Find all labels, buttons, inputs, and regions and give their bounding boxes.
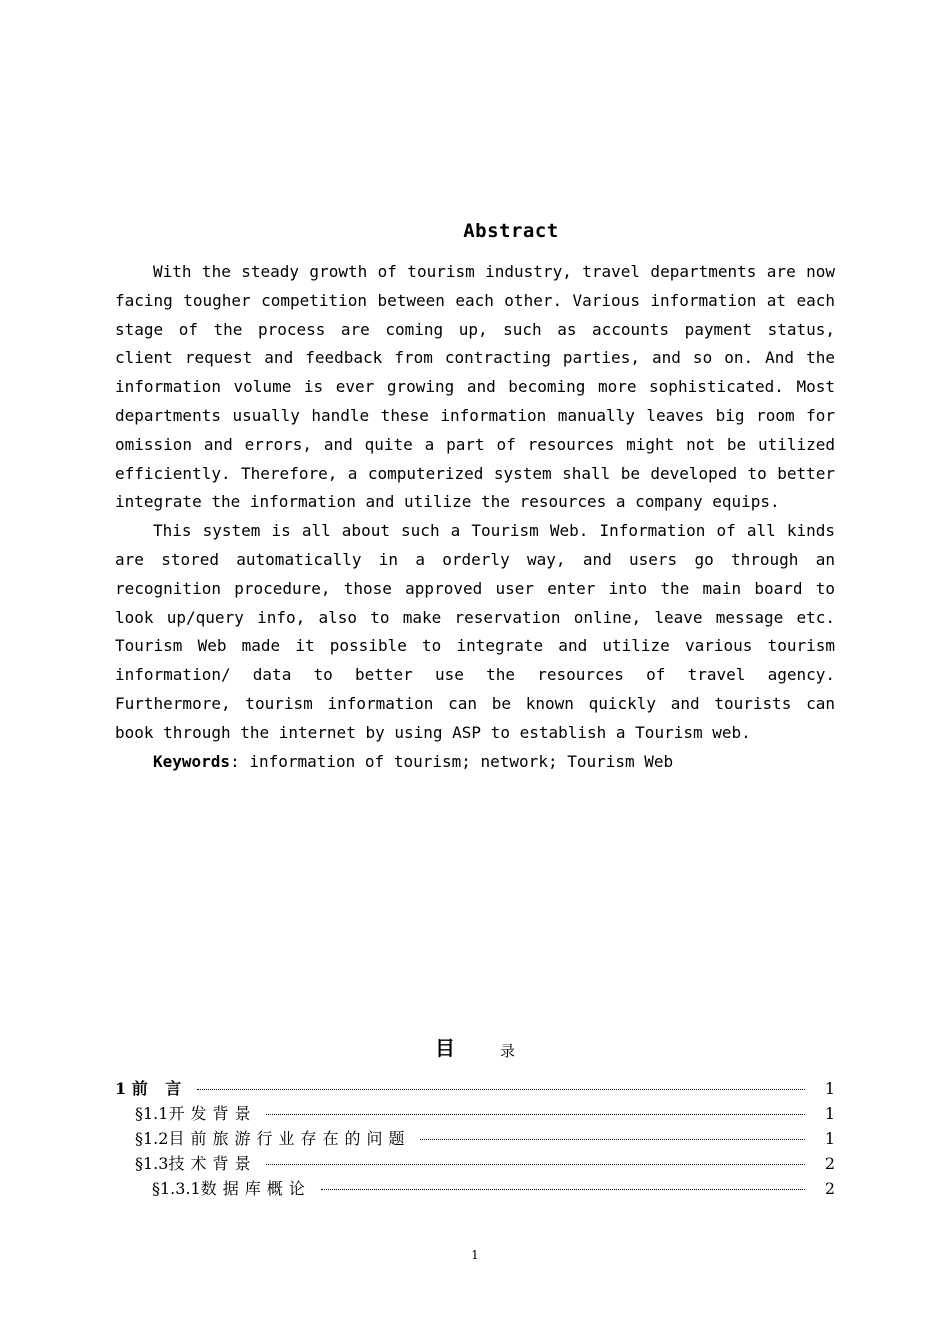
toc-entry-page: 2 bbox=[824, 1179, 835, 1198]
toc-entry-label: 数据库概论 bbox=[200, 1179, 311, 1198]
toc-entry-page: 1 bbox=[824, 1079, 835, 1098]
keywords-line bbox=[115, 748, 835, 777]
toc-entry[interactable] bbox=[115, 1126, 835, 1151]
toc-entry-number: §1.3 bbox=[135, 1154, 169, 1173]
toc-entry-number: §1.2 bbox=[135, 1129, 169, 1148]
toc-leader-dots bbox=[197, 1089, 805, 1090]
toc-leader-dots bbox=[266, 1164, 805, 1165]
toc-entry[interactable] bbox=[115, 1151, 835, 1176]
toc-leader-dots bbox=[321, 1189, 805, 1190]
toc-entry[interactable] bbox=[115, 1176, 835, 1201]
toc-entry-page: 2 bbox=[824, 1154, 835, 1173]
toc-entry[interactable] bbox=[115, 1101, 835, 1126]
abstract-paragraph-1: With the steady growth of tourism industry, travel departments are now facing tougher competition between each other. Various information at each stage of the process are coming up, such as accounts payment status, client request and feedback from contracting parties, and so on. And the information volume is ever growing and becoming more sophisticated. Most departments usually handle these information manually leaves big room for omission and errors, and quite a part of resources might not be utilized efficiently. Therefore, a computerized system shall be developed to better integrate the information and utilize the resources a company equips. bbox=[115, 262, 835, 512]
toc-entry-number: §1.1 bbox=[135, 1104, 169, 1123]
toc-title-secondary: 录 bbox=[500, 1042, 516, 1060]
toc-leader-dots bbox=[420, 1139, 805, 1140]
toc-leader-dots bbox=[266, 1114, 805, 1115]
toc-entry-label: 目前旅游行业存在的问题 bbox=[168, 1129, 411, 1148]
table-of-contents bbox=[115, 1076, 835, 1201]
page-number: 1 bbox=[471, 1248, 479, 1262]
abstract-paragraph-2: This system is all about such a Tourism Web. Information of all kinds are stored automatically in a orderly way, and users go through an recognition procedure, those approved user enter into the main board to look up/query info, also to make reservation online, leave message etc. Tourism Web made it possible to integrate and utilize various tourism information/ data to better use the resources of travel agency. Furthermore, tourism information can be known quickly and tourists can book through the internet by using ASP to establish a Tourism web. bbox=[115, 521, 835, 742]
toc-entry-label: 开发背景 bbox=[168, 1104, 257, 1123]
toc-entry-label: 前 言 bbox=[131, 1079, 188, 1098]
toc-entry-number: 1 bbox=[115, 1079, 132, 1098]
toc-entry-label: 技术背景 bbox=[168, 1154, 257, 1173]
toc-entry-page: 1 bbox=[824, 1104, 835, 1123]
toc-entry-number: §1.3.1 bbox=[152, 1179, 201, 1198]
toc-title: 目 bbox=[435, 1036, 455, 1060]
toc-entry-page: 1 bbox=[824, 1129, 835, 1148]
abstract-title: Abstract bbox=[463, 220, 559, 242]
keywords-label: Keywords bbox=[153, 751, 231, 771]
abstract-body bbox=[115, 258, 835, 776]
keywords-text: : information of tourism; network; Tourism Web bbox=[230, 751, 674, 771]
toc-entry[interactable] bbox=[115, 1076, 835, 1101]
